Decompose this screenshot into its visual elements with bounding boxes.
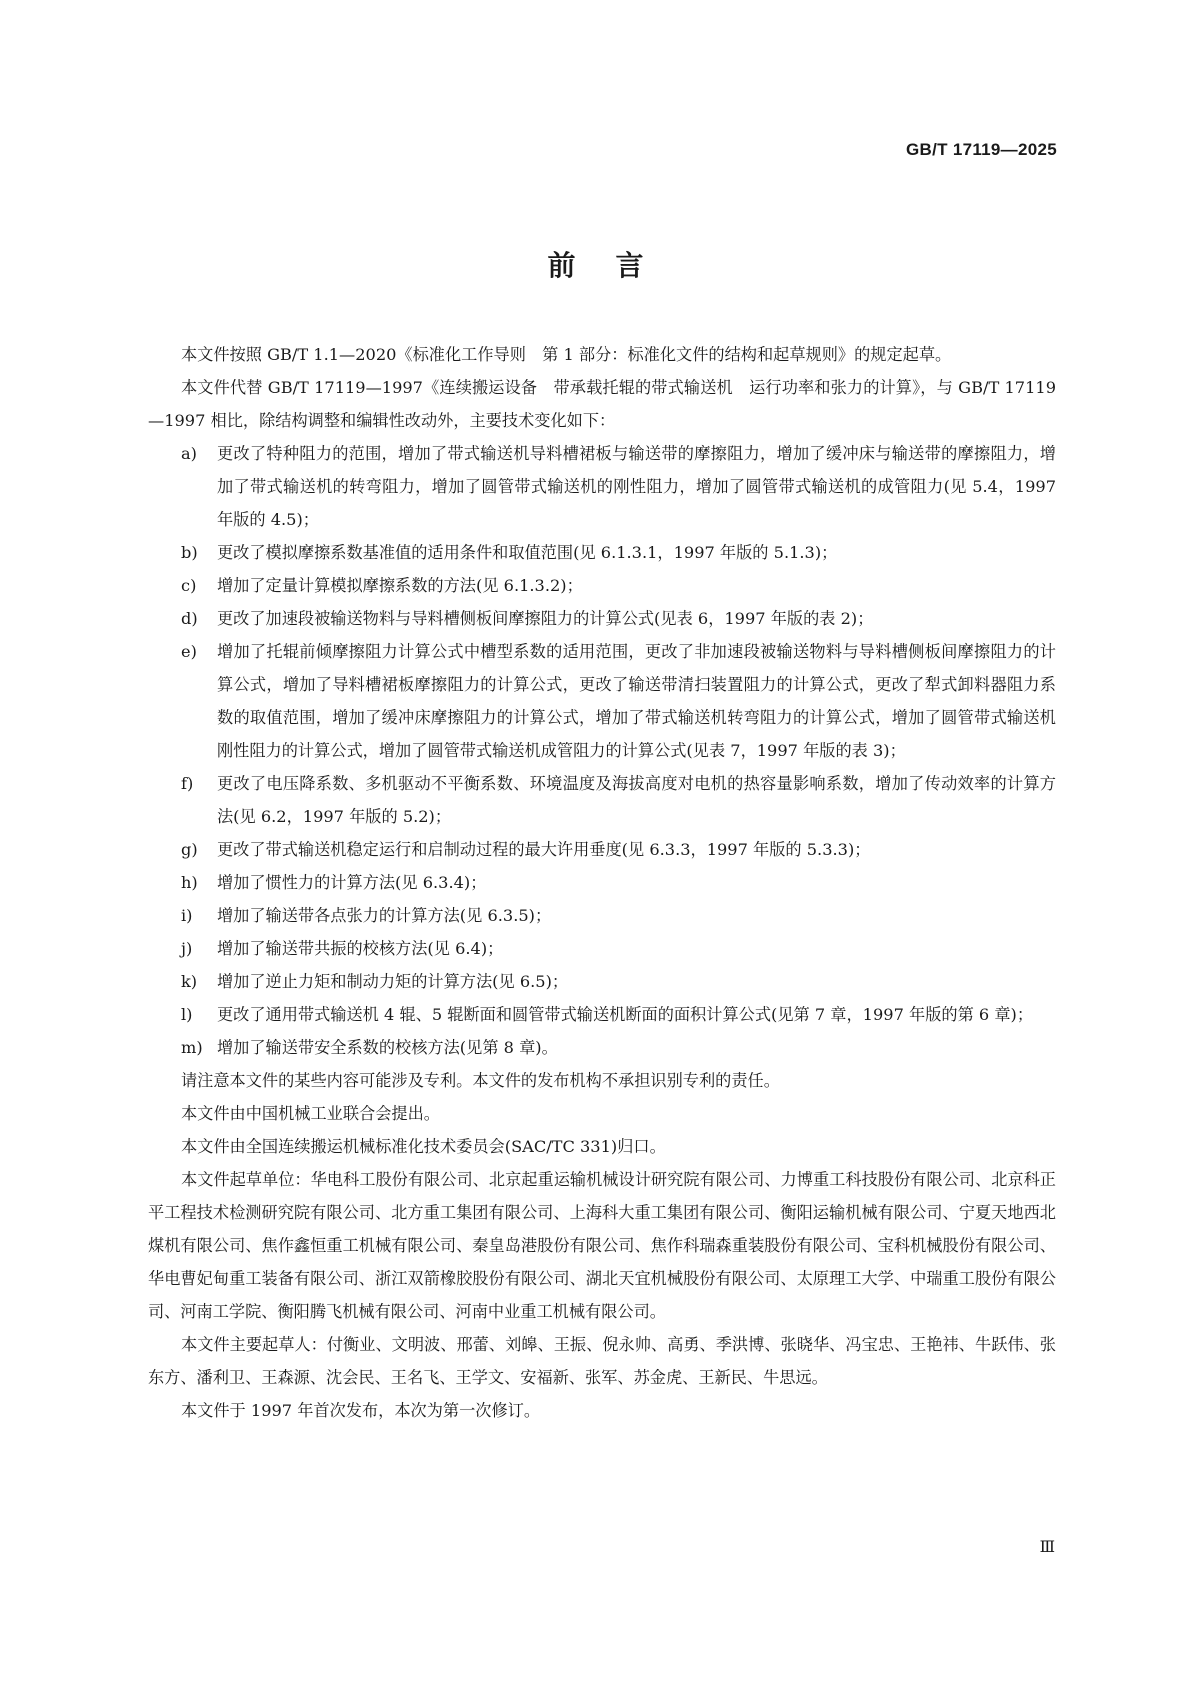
page-number: Ⅲ: [1039, 1537, 1055, 1556]
changes-list: [148, 437, 1056, 1064]
list-item: [148, 602, 1056, 635]
list-marker: g): [181, 840, 198, 859]
proposer-statement: 本文件由中国机械工业联合会提出。: [181, 1104, 440, 1123]
list-text: 更改了模拟摩擦系数基准值的适用条件和取值范围(见 6.1.3.1，1997 年版的 5.1.3)；: [217, 543, 838, 562]
intro-paragraph: 本文件按照 GB/T 1.1—2020《标准化工作导则 第 1 部分：标准化文件的结构和起草规则》的规定起草。: [181, 345, 952, 364]
list-item: [148, 866, 1056, 899]
list-text: 增加了托辊前倾摩擦阻力计算公式中槽型系数的适用范围，更改了非加速段被输送物料与导料槽侧板间摩擦阻力的计算公式，增加了导料槽裙板摩擦阻力的计算公式，更改了输送带清扫装置阻力的计算公式，更改了犁式卸料器阻力系数的取值范围，增加了缓冲床摩擦阻力的计算公式，增加了带式输送机转弯阻力的计算公式，增加了圆管带式输送机刚性阻力的计算公式，增加了圆管带式输送机成管阻力的计算公式(见表 7，1997 年版的表 3)；: [217, 642, 1056, 760]
list-marker: j): [181, 939, 193, 958]
list-marker: h): [181, 873, 198, 892]
intro-paragraph: 本文件代替 GB/T 17119—1997《连续搬运设备 带承载托辊的带式输送机 运行功率和张力的计算》，与 GB/T 17119—1997 相比，除结构调整和编辑性改动外，主要技术变化如下：: [148, 378, 1056, 430]
list-text: 更改了特种阻力的范围，增加了带式输送机导料槽裙板与输送带的摩擦阻力，增加了缓冲床与输送带的摩擦阻力，增加了带式输送机的转弯阻力，增加了圆管带式输送机的刚性阻力，增加了圆管带式输送机的成管阻力(见 5.4，1997 年版的 4.5)；: [217, 444, 1056, 529]
list-item: [148, 536, 1056, 569]
list-marker: e): [181, 642, 197, 661]
list-marker: f): [181, 774, 194, 793]
list-text: 增加了输送带共振的校核方法(见 6.4)；: [217, 939, 504, 958]
patent-notice: 请注意本文件的某些内容可能涉及专利。本文件的发布机构不承担识别专利的责任。: [181, 1071, 780, 1090]
list-item: [148, 965, 1056, 998]
list-item: [148, 767, 1056, 833]
list-item: [148, 1031, 1056, 1064]
list-item: [148, 569, 1056, 602]
document-code: GB/T 17119—2025: [906, 140, 1057, 159]
list-text: 增加了惯性力的计算方法(见 6.3.4)；: [217, 873, 487, 892]
list-text: 更改了加速段被输送物料与导料槽侧板间摩擦阻力的计算公式(见表 6，1997 年版的表 2)；: [217, 609, 874, 628]
list-marker: a): [181, 444, 197, 463]
list-marker: c): [181, 576, 197, 595]
list-marker: l): [181, 1005, 193, 1024]
list-text: 更改了带式输送机稳定运行和启制动过程的最大许用垂度(见 6.3.3，1997 年版的 5.3.3)；: [217, 840, 871, 859]
list-item: [148, 437, 1056, 536]
list-marker: b): [181, 543, 198, 562]
list-marker: k): [181, 972, 198, 991]
list-text: 增加了输送带各点张力的计算方法(见 6.3.5)；: [217, 906, 552, 925]
list-item: [148, 635, 1056, 767]
list-marker: d): [181, 609, 198, 628]
list-text: 更改了电压降系数、多机驱动不平衡系数、环境温度及海拔高度对电机的热容量影响系数，增加了传动效率的计算方法(见 6.2，1997 年版的 5.2)；: [217, 774, 1056, 826]
drafters: 本文件主要起草人：付衡业、文明波、邢蕾、刘皞、王振、倪永帅、高勇、季洪博、张晓华、冯宝忠、王艳祎、牛跃伟、张东方、潘利卫、王森源、沈会民、王名飞、王学文、安福新、张军、苏金虎、王新民、牛思远。: [148, 1335, 1056, 1387]
list-item: [148, 833, 1056, 866]
list-item: [148, 932, 1056, 965]
list-text: 增加了逆止力矩和制动力矩的计算方法(见 6.5)；: [217, 972, 569, 991]
list-text: 更改了通用带式输送机 4 辊、5 辊断面和圆管带式输送机断面的面积计算公式(见第 7 章，1997 年版的第 6 章)；: [217, 1005, 1034, 1024]
page-title: 前言: [547, 249, 684, 282]
committee-statement: 本文件由全国连续搬运机械标准化技术委员会(SAC/TC 331)归口。: [181, 1137, 666, 1156]
list-item: [148, 998, 1056, 1031]
list-marker: m): [181, 1038, 203, 1057]
list-marker: i): [181, 906, 193, 925]
revision-history: 本文件于 1997 年首次发布，本次为第一次修订。: [181, 1401, 541, 1420]
list-item: [148, 899, 1056, 932]
drafting-units: 本文件起草单位：华电科工股份有限公司、北京起重运输机械设计研究院有限公司、力博重工科技股份有限公司、北京科正平工程技术检测研究院有限公司、北方重工集团有限公司、上海科大重工集团有限公司、衡阳运输机械有限公司、宁夏天地西北煤机有限公司、焦作鑫恒重工机械有限公司、秦皇岛港股份有限公司、焦作科瑞森重装股份有限公司、宝科机械股份有限公司、华电曹妃甸重工装备有限公司、浙江双箭橡胶股份有限公司、湖北天宜机械股份有限公司、太原理工大学、中瑞重工股份有限公司、河南工学院、衡阳腾飞机械有限公司、河南中业重工机械有限公司。: [148, 1170, 1056, 1321]
foreword-body: [148, 338, 1056, 1427]
list-text: 增加了输送带安全系数的校核方法(见第 8 章)。: [217, 1038, 558, 1057]
list-text: 增加了定量计算模拟摩擦系数的方法(见 6.1.3.2)；: [217, 576, 583, 595]
